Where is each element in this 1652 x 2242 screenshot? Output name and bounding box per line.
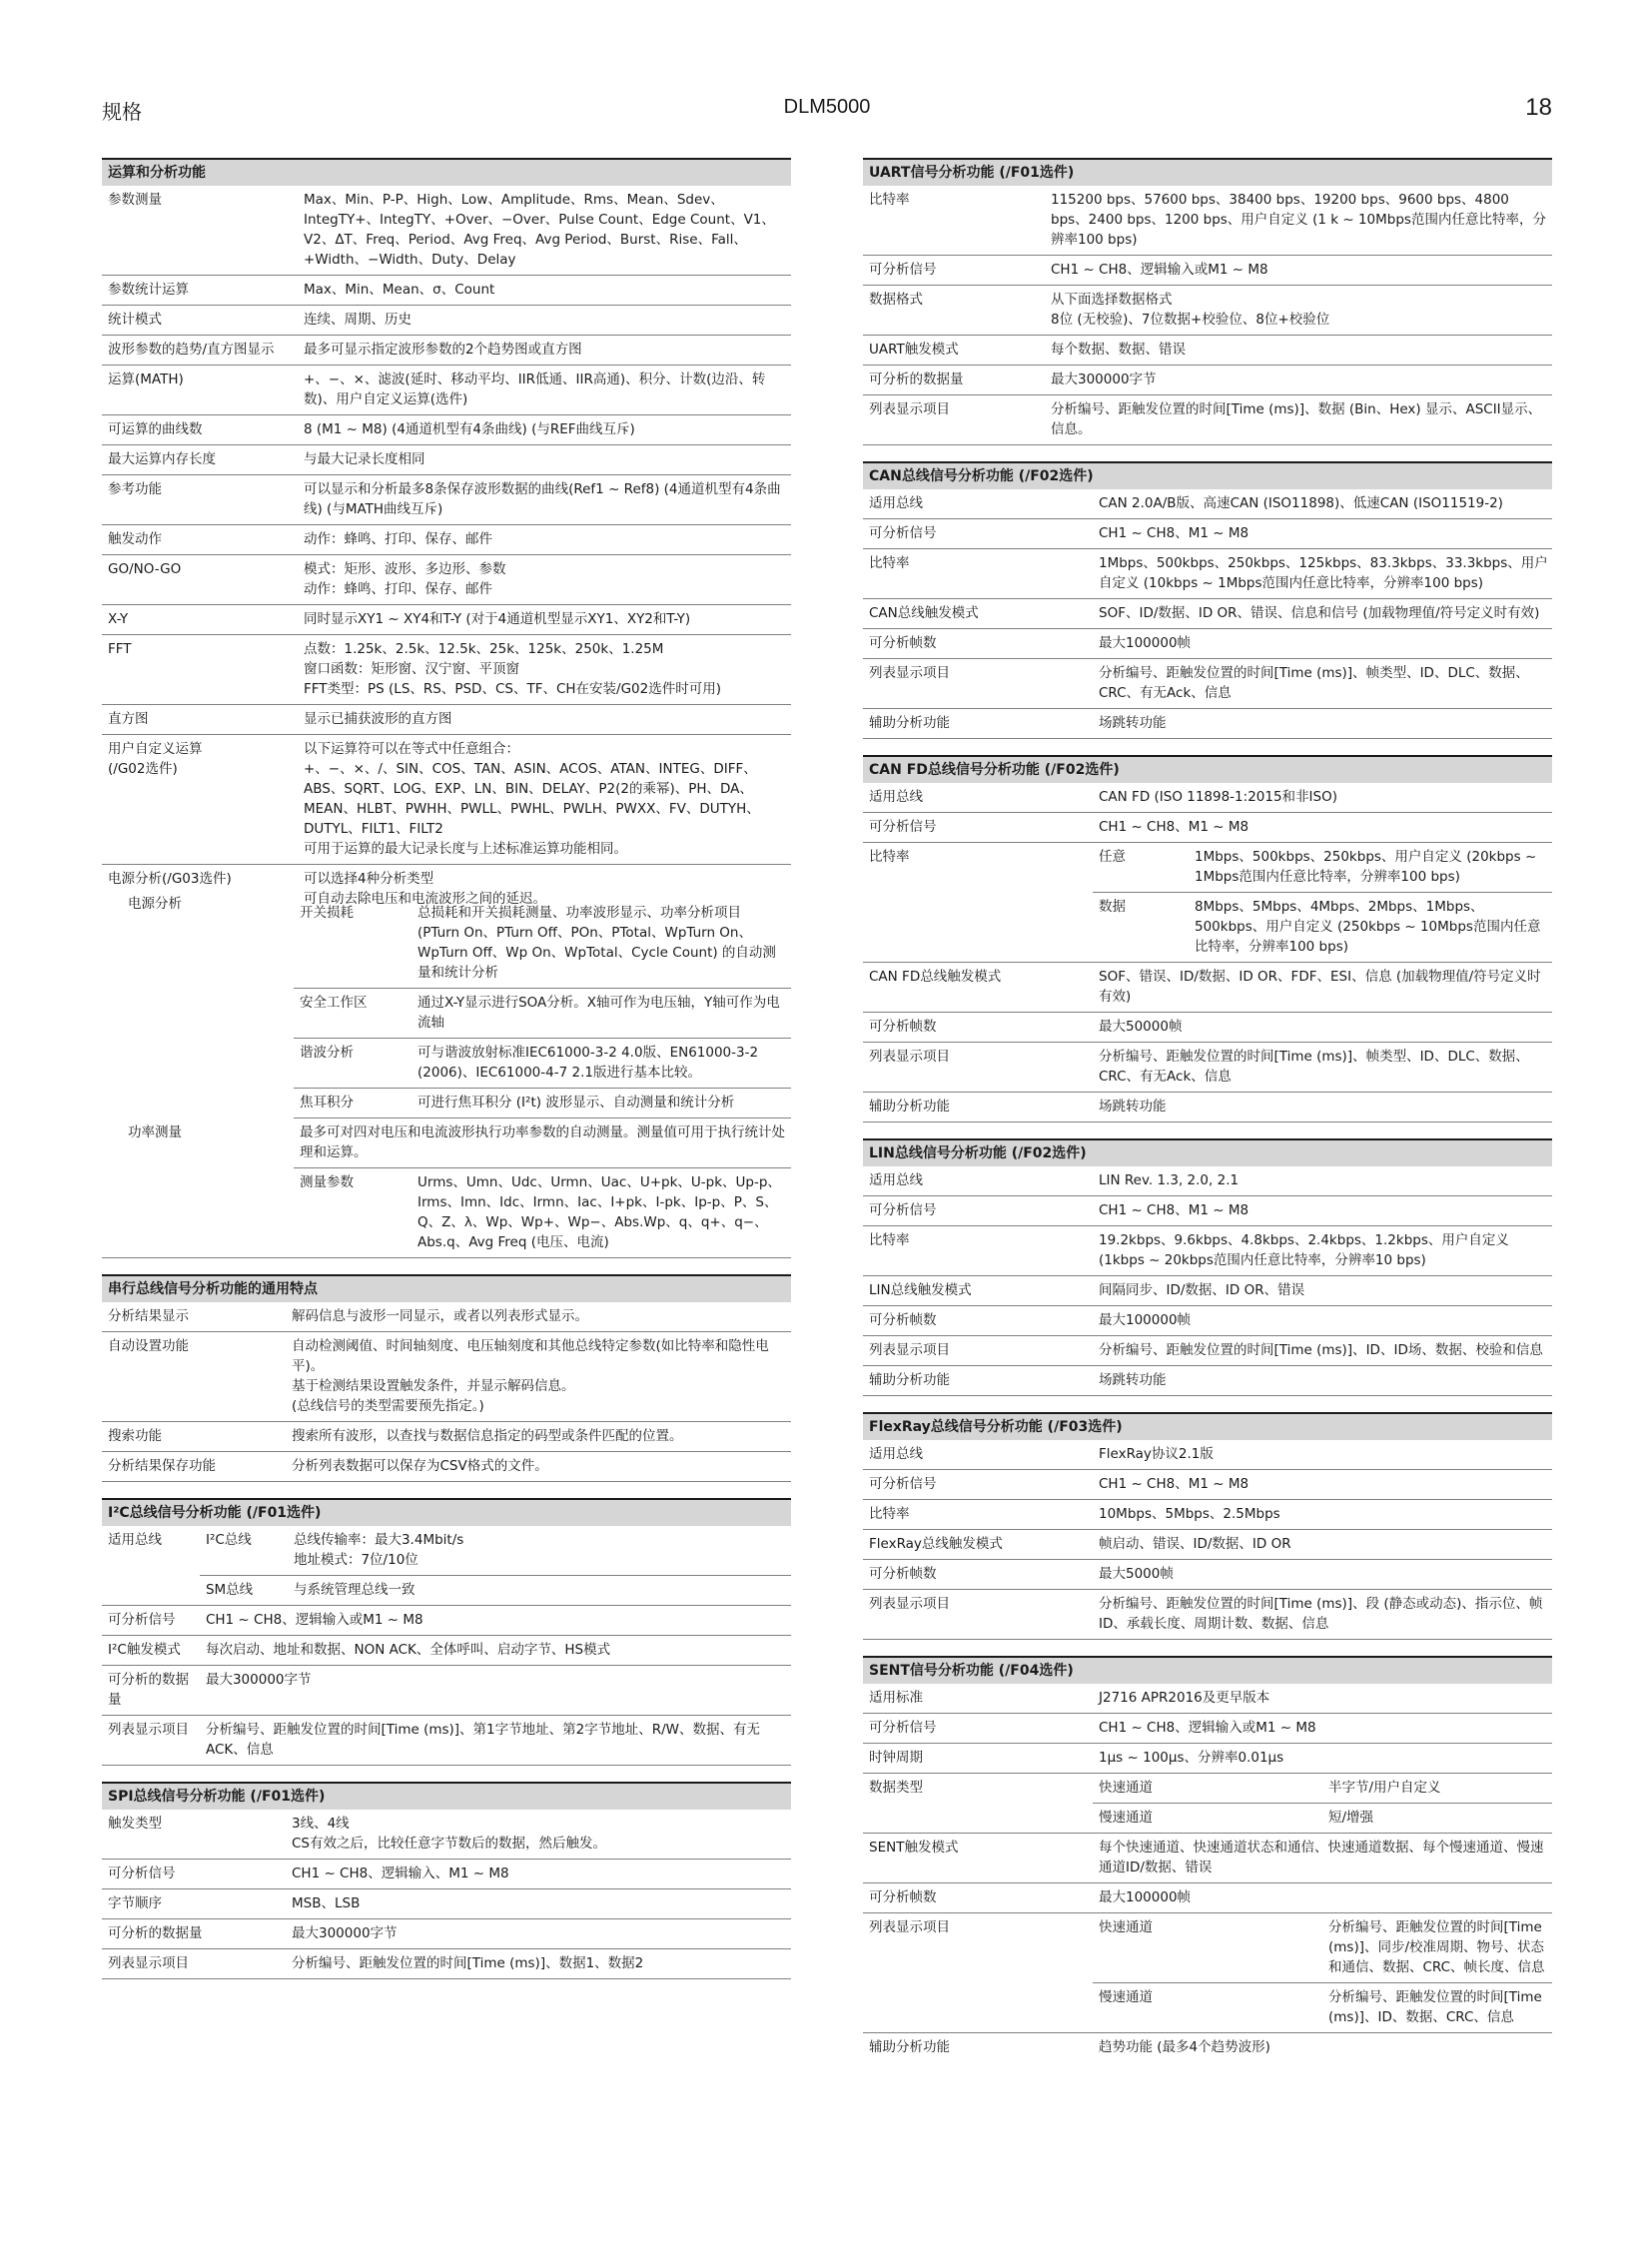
table-row [863, 1714, 1552, 1744]
spec-key: 适用标准 [863, 1684, 1093, 1714]
table-row [863, 1560, 1552, 1590]
spec-key: 比特率 [863, 549, 1093, 599]
spec-value: 从下面选择数据格式 8位 (无校验)、7位数据+校验位、8位+校验位 [1045, 286, 1552, 336]
spec-value: SOF、ID/数据、ID OR、错误、信息和信号 (加载物理值/符号定义时有效) [1093, 599, 1552, 629]
section-i2c [102, 1498, 791, 1766]
spec-value: CH1 ~ CH8、逻辑输入、M1 ~ M8 [286, 1860, 791, 1889]
spec-value: 分析编号、距触发位置的时间[Time (ms)]、同步/校准周期、物号、状态和通信、数据、CRC、帧长度、信息 [1322, 1913, 1552, 1983]
section-title: CAN总线信号分析功能 (/F02选件) [863, 461, 1552, 489]
page-number: 18 [1525, 94, 1552, 121]
table-row [102, 1666, 791, 1716]
spec-value: 分析列表数据可以保存为CSV格式的文件。 [286, 1452, 791, 1482]
table-row [102, 475, 791, 525]
spec-key: 适用总线 [102, 1526, 200, 1606]
table-row [102, 1332, 791, 1422]
table-row [863, 709, 1552, 739]
table-row [863, 1500, 1552, 1530]
section-lin [863, 1138, 1552, 1396]
spec-value: 19.2kbps、9.6kbps、4.8kbps、2.4kbps、1.2kbps、用户自定义 (1kbps ~ 20kbps范围内任意比特率，分辨率10 bps) [1093, 1226, 1552, 1276]
spec-value: 最大300000字节 [286, 1919, 791, 1949]
spec-value: 连续、周期、历史 [298, 306, 791, 336]
spec-key: 比特率 [863, 1500, 1093, 1530]
right-column [863, 158, 1552, 2078]
table-row [863, 1276, 1552, 1306]
spec-value: 点数：1.25k、2.5k、12.5k、25k、125k、250k、1.25M 窗口函数：矩形窗、汉宁窗、平顶窗 FFT类型：PS (LS、RS、PSD、CS、TF、CH在安装/G02选件时可用) [298, 635, 791, 705]
section-title: 运算和分析功能 [102, 158, 791, 186]
spec-key: 列表显示项目 [863, 1590, 1093, 1640]
spec-value: 可以显示和分析最多8条保存波形数据的曲线(Ref1 ~ Ref8) (4通道机型有4条曲线) (与MATH曲线互斥) [298, 475, 791, 525]
spec-key: FFT [102, 635, 298, 705]
spec-table [863, 1440, 1552, 1640]
table-row [863, 813, 1552, 843]
table-row [102, 735, 791, 865]
table-row [102, 1810, 791, 1860]
spec-key: 运算(MATH) [102, 366, 298, 415]
spec-key: FlexRay总线触发模式 [863, 1530, 1093, 1560]
table-row [863, 629, 1552, 659]
spec-key: X-Y [102, 605, 298, 635]
table-row [863, 599, 1552, 629]
spec-value: 通过X-Y显示进行SOA分析。X轴可作为电压轴，Y轴可作为电流轴 [412, 989, 791, 1039]
spec-key: 可分析信号 [863, 1714, 1093, 1744]
table-row [863, 1166, 1552, 1196]
spec-value: 分析编号、距触发位置的时间[Time (ms)]、ID、数据、CRC、信息 [1322, 1983, 1552, 2033]
table-row [863, 1774, 1552, 1804]
spec-value: 最多可对四对电压和电流波形执行功率参数的自动测量。测量值可用于执行统计处理和运算。 [294, 1119, 791, 1168]
spec-value: CH1 ~ CH8、M1 ~ M8 [1093, 1470, 1552, 1500]
spec-value: 分析编号、距触发位置的时间[Time (ms)]、段 (静态或动态)、指示位、帧ID、承载长度、周期计数、数据、信息 [1093, 1590, 1552, 1640]
section-title: 串行总线信号分析功能的通用特点 [102, 1274, 791, 1302]
spec-key: 波形参数的趋势/直方图显示 [102, 336, 298, 366]
spec-key: 数据格式 [863, 286, 1045, 336]
spec-key: 可分析的数据量 [102, 1666, 200, 1716]
spec-table [102, 186, 791, 865]
table-row [863, 1913, 1552, 1983]
spec-key: 辅助分析功能 [863, 1093, 1093, 1122]
table-row [863, 1196, 1552, 1226]
spec-key: 字节顺序 [102, 1889, 286, 1919]
spec-value: 最大100000帧 [1093, 629, 1552, 659]
spec-value: 1Mbps、500kbps、250kbps、125kbps、83.3kbps、33.3kbps、用户自定义 (10kbps ~ 1Mbps范围内任意比特率，分辨率100 bps) [1093, 549, 1552, 599]
spec-value: J2716 APR2016及更早版本 [1093, 1684, 1552, 1714]
table-row [863, 783, 1552, 813]
table-row [102, 555, 791, 605]
spec-value: 3线、4线 CS有效之后，比较任意字节数后的数据，然后触发。 [286, 1810, 791, 1860]
spec-value: CH1 ~ CH8、M1 ~ M8 [1093, 519, 1552, 549]
section-title: UART信号分析功能 (/F01选件) [863, 158, 1552, 186]
table-row [102, 1452, 791, 1482]
table-row [863, 1093, 1552, 1122]
spec-value: LIN Rev. 1.3, 2.0, 2.1 [1093, 1166, 1552, 1196]
spec-key: 参考功能 [102, 475, 298, 525]
table-row [102, 1422, 791, 1452]
table-row [102, 186, 791, 276]
spec-key: 列表显示项目 [102, 1716, 200, 1766]
section-title: FlexRay总线信号分析功能 (/F03选件) [863, 1412, 1552, 1440]
section-can-fd [863, 755, 1552, 1122]
spec-table [102, 1526, 791, 1766]
spec-value: CAN FD (ISO 11898-1:2015和非ISO) [1093, 783, 1552, 813]
power-subtable [102, 890, 791, 1258]
spec-key: 电源分析 [128, 896, 182, 912]
table-row [102, 1889, 791, 1919]
spec-key: 比特率 [863, 1226, 1093, 1276]
spec-key: I²C总线 [200, 1526, 288, 1576]
table-row [102, 415, 791, 445]
spec-key: 列表显示项目 [863, 659, 1093, 709]
spec-value: 10Mbps、5Mbps、2.5Mbps [1093, 1500, 1552, 1530]
spec-value: MSB、LSB [286, 1889, 791, 1919]
section-title: I²C总线信号分析功能 (/F01选件) [102, 1498, 791, 1526]
spec-key: 可分析的数据量 [863, 366, 1045, 395]
table-row [102, 1119, 791, 1168]
spec-value: 模式：矩形、波形、多边形、参数 动作：蜂鸣、打印、保存、邮件 [298, 555, 791, 605]
spec-value: 可以选择4种分析类型 可自动去除电压和电流波形之间的延迟。 [304, 871, 546, 907]
spec-key: GO/NO-GO [102, 555, 298, 605]
spec-key: 可分析的数据量 [102, 1919, 286, 1949]
header-section-label: 规格 [102, 100, 142, 124]
section-title: CAN FD总线信号分析功能 (/F02选件) [863, 755, 1552, 783]
spec-key: 测量参数 [294, 1168, 412, 1258]
spec-key: 列表显示项目 [863, 1043, 1093, 1093]
table-row [863, 186, 1552, 256]
spec-value: 分析编号、距触发位置的时间[Time (ms)]、数据 (Bin、Hex) 显示、ASCII显示、信息。 [1045, 395, 1552, 445]
table-row [863, 1013, 1552, 1043]
spec-key: 可分析帧数 [863, 1883, 1093, 1913]
spec-value: 解码信息与波形一同显示，或者以列表形式显示。 [286, 1302, 791, 1332]
spec-key: 焦耳积分 [294, 1089, 412, 1119]
page-header [102, 96, 1552, 130]
spec-key: 慢速通道 [1093, 1804, 1322, 1834]
spec-value: 显示已捕获波形的直方图 [298, 705, 791, 735]
spec-key: 参数统计运算 [102, 276, 298, 306]
spec-value: 趋势功能 (最多4个趋势波形) [1099, 2039, 1270, 2055]
spec-value: 每个数据、数据、错误 [1045, 336, 1552, 366]
spec-value: 8Mbps、5Mbps、4Mbps、2Mbps、1Mbps、500kbps、用户自定义 (250kbps ~ 10Mbps范围内任意比特率，分辨率100 bps) [1189, 893, 1552, 963]
spec-table [863, 783, 1552, 1122]
spec-key: 功率测量 [102, 1119, 294, 1258]
section-spi [102, 1782, 791, 1979]
spec-key: 谐波分析 [294, 1039, 412, 1089]
spec-key: 电源分析(/G03选件) [108, 871, 232, 887]
spec-key: CAN FD总线触发模式 [863, 963, 1093, 1013]
spec-value: 总损耗和开关损耗测量、功率波形显示、功率分析项目 (PTurn On、PTurn Off、POn、PTotal、WpTurn On、WpTurn Off、Wp On、WpTotal、Cycle Count) 的自动测量和统计分析 [412, 899, 791, 989]
spec-key: 可分析信号 [863, 813, 1093, 843]
spec-key: 可分析帧数 [863, 1306, 1093, 1336]
spec-value: 115200 bps、57600 bps、38400 bps、19200 bps、9600 bps、4800 bps、2400 bps、1200 bps、用户自定义 (1 k ~ 10Mbps范围内任意比特率，分辨率100 bps) [1045, 186, 1552, 256]
table-row [102, 605, 791, 635]
spec-key: 适用总线 [863, 1166, 1093, 1196]
spec-table [863, 489, 1552, 739]
spec-value: 可与谐波放射标准IEC61000-3-2 4.0版、EN61000-3-2 (2006)、IEC61000-4-7 2.1版进行基本比较。 [412, 1039, 791, 1089]
spec-key: 适用总线 [863, 489, 1093, 519]
table-row [102, 705, 791, 735]
spec-key: LIN总线触发模式 [863, 1276, 1093, 1306]
spec-key: I²C触发模式 [102, 1636, 200, 1666]
spec-key: 可分析帧数 [863, 1560, 1093, 1590]
spec-value: Urms、Umn、Udc、Urmn、Uac、U+pk、U-pk、Up-p、Irms、Imn、Idc、Irmn、Iac、I+pk、I-pk、Ip-p、P、S、Q、Z、λ、Wp、Wp+、Wp−、Abs.Wp、q、q+、q−、Abs.q、Avg Freq (电压、电流) [412, 1168, 791, 1258]
spec-value: FlexRay协议2.1版 [1093, 1440, 1552, 1470]
spec-key: 自动设置功能 [102, 1332, 286, 1422]
spec-value: 场跳转功能 [1093, 1093, 1552, 1122]
spec-value: CAN 2.0A/B版、高速CAN (ISO11898)、低速CAN (ISO11519-2) [1093, 489, 1552, 519]
spec-value: 分析编号、距触发位置的时间[Time (ms)]、ID、ID场、数据、校验和信息 [1093, 1336, 1552, 1366]
spec-key: 可分析信号 [102, 1606, 200, 1636]
spec-key: 比特率 [863, 843, 1093, 963]
table-row [863, 1440, 1552, 1470]
spec-key: 数据 [1093, 893, 1189, 963]
spec-key: 可分析信号 [863, 1470, 1093, 1500]
spec-key: 开关损耗 [294, 899, 412, 989]
spec-key: 适用总线 [863, 783, 1093, 813]
table-row [863, 1590, 1552, 1640]
spec-key: 比特率 [863, 186, 1045, 256]
spec-value: 最大100000帧 [1093, 1883, 1552, 1913]
table-row [863, 1306, 1552, 1336]
spec-table [863, 1166, 1552, 1396]
table-row [863, 549, 1552, 599]
spec-value: 最多可显示指定波形参数的2个趋势图或直方图 [298, 336, 791, 366]
spec-key: 触发类型 [102, 1810, 286, 1860]
spec-value: 半字节/用户自定义 [1322, 1774, 1552, 1804]
table-row [863, 366, 1552, 395]
spec-key: 可运算的曲线数 [102, 415, 298, 445]
spec-value: 1μs ~ 100μs、分辨率0.01μs [1093, 1744, 1552, 1774]
spec-value: 自动检测阈值、时间轴刻度、电压轴刻度和其他总线特定参数(如比特率和隐性电平)。 基于检测结果设置触发条件，并显示解码信息。 (总线信号的类型需要预先指定。) [286, 1332, 791, 1422]
table-row [863, 336, 1552, 366]
spec-value: 短/增强 [1322, 1804, 1552, 1834]
table-row [102, 1919, 791, 1949]
table-row [102, 1636, 791, 1666]
table-row [863, 519, 1552, 549]
spec-key: 适用总线 [863, 1440, 1093, 1470]
table-row [863, 489, 1552, 519]
spec-value: 帧启动、错误、ID/数据、ID OR [1093, 1530, 1552, 1560]
spec-value: 总线传输率：最大3.4Mbit/s 地址模式：7位/10位 [288, 1526, 791, 1576]
spec-key: 分析结果显示 [102, 1302, 286, 1332]
spec-value: CH1 ~ CH8、M1 ~ M8 [1093, 1196, 1552, 1226]
table-row [863, 1883, 1552, 1913]
spec-key: 可分析信号 [102, 1860, 286, 1889]
spec-table [863, 186, 1552, 445]
spec-key: 可分析信号 [863, 519, 1093, 549]
spec-key: SM总线 [200, 1576, 288, 1606]
spec-value: Max、Min、P-P、High、Low、Amplitude、Rms、Mean、Sdev、IntegTY+、IntegTY、+Over、−Over、Pulse Count、Edge Count、V1、V2、ΔT、Freq、Period、Avg Freq、Avg Period、Burst、Rise、Fall、+Width、−Width、Duty、Delay [298, 186, 791, 276]
section-flexray [863, 1412, 1552, 1640]
table-row [102, 1716, 791, 1766]
spec-value: 分析编号、距触发位置的时间[Time (ms)]、数据1、数据2 [286, 1949, 791, 1979]
table-row [863, 1366, 1552, 1396]
spec-value: 动作：蜂鸣、打印、保存、邮件 [298, 525, 791, 555]
table-row [102, 1860, 791, 1889]
table-row [102, 366, 791, 415]
table-row [102, 1606, 791, 1636]
section-uart [863, 158, 1552, 445]
table-row [863, 1470, 1552, 1500]
table-row [102, 525, 791, 555]
table-row [863, 1336, 1552, 1366]
section-title: SPI总线信号分析功能 (/F01选件) [102, 1782, 791, 1810]
spec-key: 列表显示项目 [102, 1949, 286, 1979]
table-row [102, 276, 791, 306]
spec-key: 最大运算内存长度 [102, 445, 298, 475]
spec-key: 用户自定义运算 (/G02选件) [102, 735, 298, 865]
spec-value: CH1 ~ CH8、逻辑输入或M1 ~ M8 [200, 1606, 791, 1636]
spec-key: 列表显示项目 [863, 1336, 1093, 1366]
spec-value: 最大300000字节 [200, 1666, 791, 1716]
table-row [863, 1834, 1552, 1883]
table-row [863, 2033, 1552, 2063]
spec-value: 每次启动、地址和数据、NON ACK、全体呼叫、启动字节、HS模式 [200, 1636, 791, 1666]
spec-key: 触发动作 [102, 525, 298, 555]
table-row [863, 256, 1552, 286]
spec-key: 统计模式 [102, 306, 298, 336]
spec-key: 慢速通道 [1093, 1983, 1322, 2033]
spec-value: 最大100000帧 [1093, 1306, 1552, 1336]
spec-value: Max、Min、Mean、σ、Count [298, 276, 791, 306]
table-row [102, 1949, 791, 1979]
spec-value: 场跳转功能 [1093, 709, 1552, 739]
spec-key: 列表显示项目 [863, 395, 1045, 445]
table-row [863, 1530, 1552, 1560]
spec-key: 列表显示项目 [863, 1913, 1093, 2033]
spec-table [863, 1684, 1552, 2062]
spec-value: 可进行焦耳积分 (I²t) 波形显示、自动测量和统计分析 [412, 1089, 791, 1119]
spec-value: CH1 ~ CH8、M1 ~ M8 [1093, 813, 1552, 843]
spec-value: SOF、错误、ID/数据、ID OR、FDF、ESI、信息 (加载物理值/符号定义时有效) [1093, 963, 1552, 1013]
table-row [102, 445, 791, 475]
spec-value: 分析编号、距触发位置的时间[Time (ms)]、第1字节地址、第2字节地址、R/W、数据、有无ACK、信息 [200, 1716, 791, 1766]
spec-key: 快速通道 [1093, 1913, 1322, 1983]
table-row [863, 286, 1552, 336]
spec-value: 同时显示XY1 ~ XY4和T-Y (对于4通道机型显示XY1、XY2和T-Y) [298, 605, 791, 635]
section-title: SENT信号分析功能 (/F04选件) [863, 1656, 1552, 1684]
spec-table [102, 1810, 791, 1979]
table-row [863, 1744, 1552, 1774]
spec-value: 场跳转功能 [1093, 1366, 1552, 1396]
spec-table [102, 1302, 791, 1482]
spec-value: 8 (M1 ~ M8) (4通道机型有4条曲线) (与REF曲线互斥) [298, 415, 791, 445]
spec-value: 搜索所有波形，以查找与数据信息指定的码型或条件匹配的位置。 [286, 1422, 791, 1452]
spec-key: 分析结果保存功能 [102, 1452, 286, 1482]
section-serial-common [102, 1274, 791, 1482]
spec-value: 每个快速通道、快速通道状态和通信、快速通道数据、每个慢速通道、慢速通道ID/数据、错误 [1093, 1834, 1552, 1883]
spec-key: 快速通道 [1093, 1774, 1322, 1804]
spec-key: 辅助分析功能 [863, 1366, 1093, 1396]
spec-value: +、−、×、滤波(延时、移动平均、IIR低通、IIR高通)、积分、计数(边沿、转数)、用户自定义运算(选件) [298, 366, 791, 415]
spec-key: CAN总线触发模式 [863, 599, 1093, 629]
spec-key: 时钟周期 [863, 1744, 1093, 1774]
spec-value: 与系统管理总线一致 [288, 1576, 791, 1606]
spec-key: 辅助分析功能 [863, 709, 1093, 739]
table-row [102, 1302, 791, 1332]
header-product-name: DLM5000 [783, 96, 871, 118]
spec-key: 搜索功能 [102, 1422, 286, 1452]
table-row [863, 395, 1552, 445]
spec-key: 可分析帧数 [863, 1013, 1093, 1043]
spec-key: 可分析信号 [863, 1196, 1093, 1226]
spec-key: 参数测量 [102, 186, 298, 276]
spec-key: 辅助分析功能 [869, 2039, 950, 2055]
left-column [102, 158, 791, 1995]
table-row [102, 336, 791, 366]
table-row [863, 1684, 1552, 1714]
spec-value: 1Mbps、500kbps、250kbps、用户自定义 (20kbps ~ 1Mbps范围内任意比特率，分辨率100 bps) [1189, 843, 1552, 893]
section-can [863, 461, 1552, 739]
table-row [102, 306, 791, 336]
spec-value: CH1 ~ CH8、逻辑输入或M1 ~ M8 [1093, 1714, 1552, 1744]
spec-value: 分析编号、距触发位置的时间[Time (ms)]、帧类型、ID、DLC、数据、CRC、有无Ack、信息 [1093, 1043, 1552, 1093]
table-row [863, 843, 1552, 893]
table-row [863, 963, 1552, 1013]
spec-value: 分析编号、距触发位置的时间[Time (ms)]、帧类型、ID、DLC、数据、CRC、有无Ack、信息 [1093, 659, 1552, 709]
spec-key: SENT触发模式 [863, 1834, 1093, 1883]
spec-key: 直方图 [102, 705, 298, 735]
spec-value: CH1 ~ CH8、逻辑输入或M1 ~ M8 [1045, 256, 1552, 286]
table-row [863, 1043, 1552, 1093]
spec-value: 以下运算符可以在等式中任意组合： +、−、×、/、SIN、COS、TAN、ASIN、ACOS、ATAN、INTEG、DIFF、ABS、SQRT、LOG、EXP、LN、BIN、DELAY、P2(2的乘幂)、PH、DA、MEAN、HLBT、PWHH、PWLL、PWHL、PWLH、PWXX、FV、DUTYH、DUTYL、FILT1、FILT2 可用于运算的最大记录长度与上述标准运算功能相同。 [298, 735, 791, 865]
spec-key: 任意 [1093, 843, 1189, 893]
spec-key: 数据类型 [863, 1774, 1093, 1834]
table-row [863, 1226, 1552, 1276]
table-row [863, 659, 1552, 709]
spec-value: 最大5000帧 [1093, 1560, 1552, 1590]
section-sent [863, 1656, 1552, 2062]
spec-value: 与最大记录长度相同 [298, 445, 791, 475]
table-row [102, 635, 791, 705]
spec-key: 安全工作区 [294, 989, 412, 1039]
spec-value: 最大300000字节 [1045, 366, 1552, 395]
table-row [102, 1576, 791, 1606]
section-title: LIN总线信号分析功能 (/F02选件) [863, 1138, 1552, 1166]
spec-value: 最大50000帧 [1093, 1013, 1552, 1043]
section-analysis [102, 158, 791, 1258]
table-row [102, 1526, 791, 1576]
spec-value: 间隔同步、ID/数据、ID OR、错误 [1093, 1276, 1552, 1306]
spec-key: 可分析信号 [863, 256, 1045, 286]
spec-key: UART触发模式 [863, 336, 1045, 366]
spec-key: 可分析帧数 [863, 629, 1093, 659]
